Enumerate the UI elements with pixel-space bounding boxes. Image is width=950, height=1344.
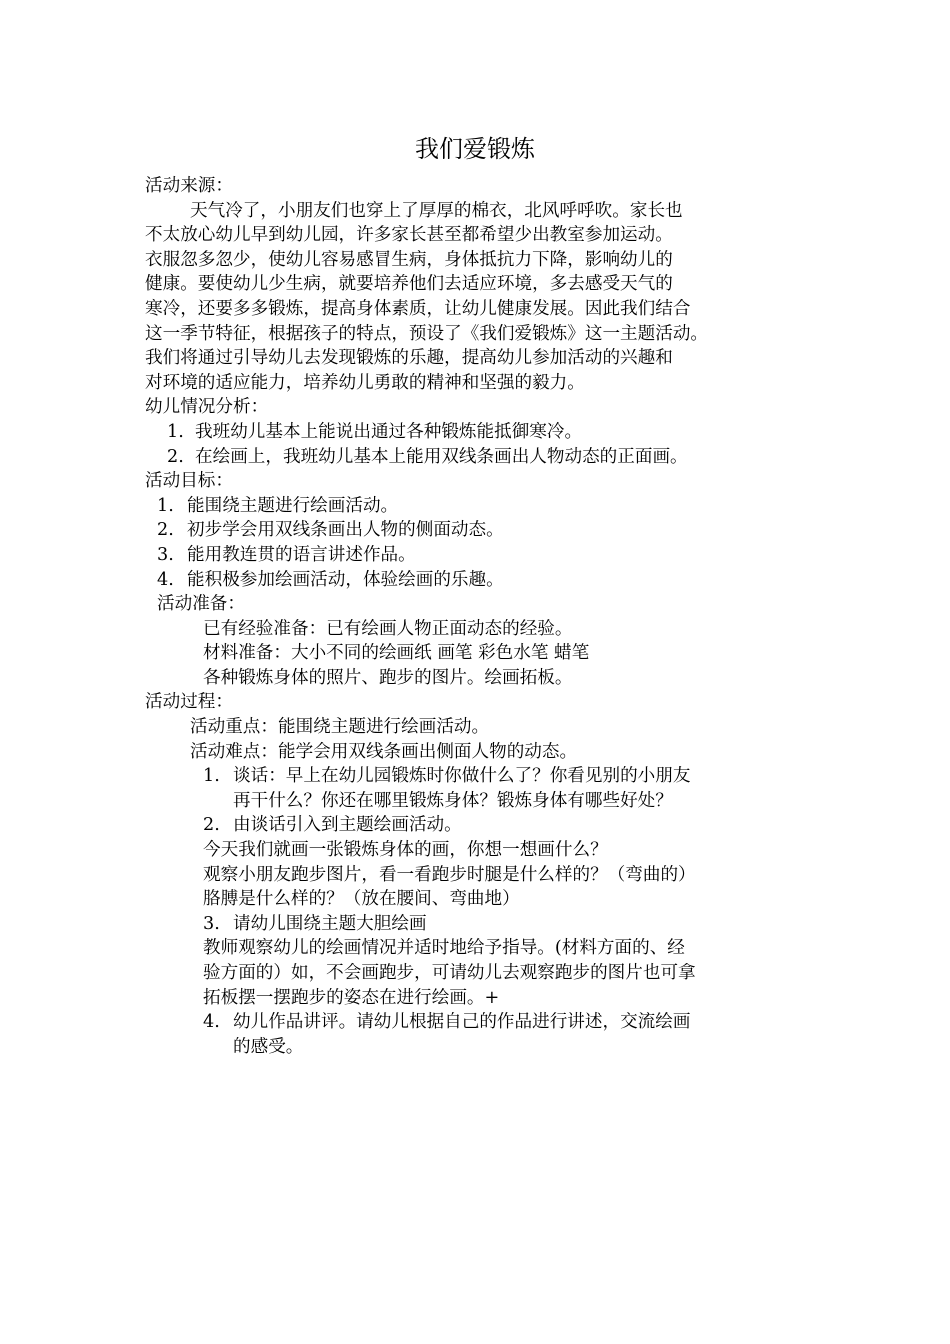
step-line: 再干什么？你还在哪里锻炼身体？锻炼身体有哪些好处？ <box>233 790 673 811</box>
step-line: 幼儿作品讲评。请幼儿根据自己的作品进行讲述，交流绘画 <box>233 1012 691 1033</box>
source-paragraph <box>145 199 810 396</box>
list-number: 2. <box>203 815 220 836</box>
process-step <box>145 813 810 838</box>
paragraph-line: 天气冷了，小朋友们也穿上了厚厚的棉衣，北风呼呼吹。家长也 <box>190 200 683 221</box>
paragraph-line: 不太放心幼儿早到幼儿园，许多家长甚至都希望少出教室参加运动。 <box>145 225 673 246</box>
list-item <box>145 420 810 445</box>
process-key-point: 活动重点：能围绕主题进行绘画活动。 <box>190 717 490 738</box>
paragraph-line: 衣服忽多忽少，使幼儿容易感冒生病，身体抵抗力下降，影响幼儿的 <box>145 249 673 270</box>
list-text: 在绘画上，我班幼儿基本上能用双线条画出人物动态的正面画。 <box>195 446 688 467</box>
process-step <box>145 764 810 813</box>
paragraph-line: 我们将通过引导幼儿去发现锻炼的乐趣，提高幼儿参加活动的兴趣和 <box>145 348 673 369</box>
list-text: 能用教连贯的语言讲述作品。 <box>187 544 416 565</box>
list-item <box>145 445 810 470</box>
step-detail-line: 观察小朋友跑步图片，看一看跑步时腿是什么样的？（弯曲的） <box>203 864 696 885</box>
list-number: 3. <box>203 913 220 934</box>
process-step <box>145 912 810 937</box>
step-line: 谈话：早上在幼儿园锻炼时你做什么了？你看见别的小朋友 <box>233 766 691 787</box>
section-heading-prep: 活动准备： <box>157 594 245 615</box>
section-heading-process: 活动过程： <box>145 692 233 713</box>
prep-line: 各种锻炼身体的照片、跑步的图片。绘画拓板。 <box>203 667 573 688</box>
list-number: 4. <box>203 1012 220 1033</box>
paragraph-line: 这一季节特征，根据孩子的特点，预设了《我们爱锻炼》这一主题活动。 <box>145 323 709 344</box>
process-difficulty: 活动难点：能学会用双线条画出侧面人物的动态。 <box>190 741 578 762</box>
list-text: 初步学会用双线条画出人物的侧面动态。 <box>187 520 504 541</box>
page-title: 我们爱锻炼 <box>415 135 535 163</box>
step-detail-line: 教师观察幼儿的绘画情况并适时地给予指导。(材料方面的、经 <box>203 938 685 959</box>
list-number: 2. <box>167 446 184 467</box>
list-text <box>233 1010 810 1059</box>
list-item <box>145 494 810 519</box>
list-number: 1. <box>157 495 174 516</box>
list-text: 能围绕主题进行绘画活动。 <box>187 495 399 516</box>
paragraph-line: 寒冷，还要多多锻炼，提高身体素质，让幼儿健康发展。因此我们结合 <box>145 298 691 319</box>
prep-line: 已有经验准备：已有绘画人物正面动态的经验。 <box>203 618 573 639</box>
step-line: 的感受。 <box>233 1036 304 1057</box>
list-text <box>233 764 810 813</box>
list-item <box>145 518 810 543</box>
list-number: 3. <box>157 544 174 565</box>
step-detail-line: 验方面的）如，不会画跑步，可请幼儿去观察跑步的图片也可拿 <box>203 963 696 983</box>
list-text: 由谈话引入到主题绘画活动。 <box>233 815 462 836</box>
step-detail-line: 拓板摆一摆跑步的姿态在进行绘画。+ <box>203 987 500 1008</box>
prep-line: 材料准备：大小不同的绘画纸 画笔 彩色水笔 蜡笔 <box>203 643 590 664</box>
process-step <box>145 1010 810 1059</box>
section-heading-source: 活动来源： <box>145 176 233 196</box>
list-number: 4. <box>157 569 174 590</box>
section-heading-situation: 幼儿情况分析： <box>145 397 269 418</box>
list-text: 请幼儿围绕主题大胆绘画 <box>233 913 427 934</box>
paragraph-line: 对环境的适应能力，培养幼儿勇敢的精神和坚强的毅力。 <box>145 372 585 393</box>
document-body <box>145 174 810 1059</box>
list-item <box>145 543 810 568</box>
step-detail-line: 胳膊是什么样的？（放在腰间、弯曲地） <box>203 889 520 910</box>
list-number: 1. <box>167 421 184 442</box>
paragraph-line: 健康。要使幼儿少生病，就要培养他们去适应环境，多去感受天气的 <box>145 274 673 295</box>
list-text: 我班幼儿基本上能说出通过各种锻炼能抵御寒冷。 <box>195 421 583 442</box>
step-detail-line: 今天我们就画一张锻炼身体的画，你想一想画什么？ <box>203 840 608 861</box>
list-text: 能积极参加绘画活动，体验绘画的乐趣。 <box>187 569 504 590</box>
section-heading-goals: 活动目标： <box>145 471 233 492</box>
list-number: 1. <box>203 766 220 787</box>
list-item <box>145 568 810 593</box>
list-number: 2. <box>157 520 174 541</box>
